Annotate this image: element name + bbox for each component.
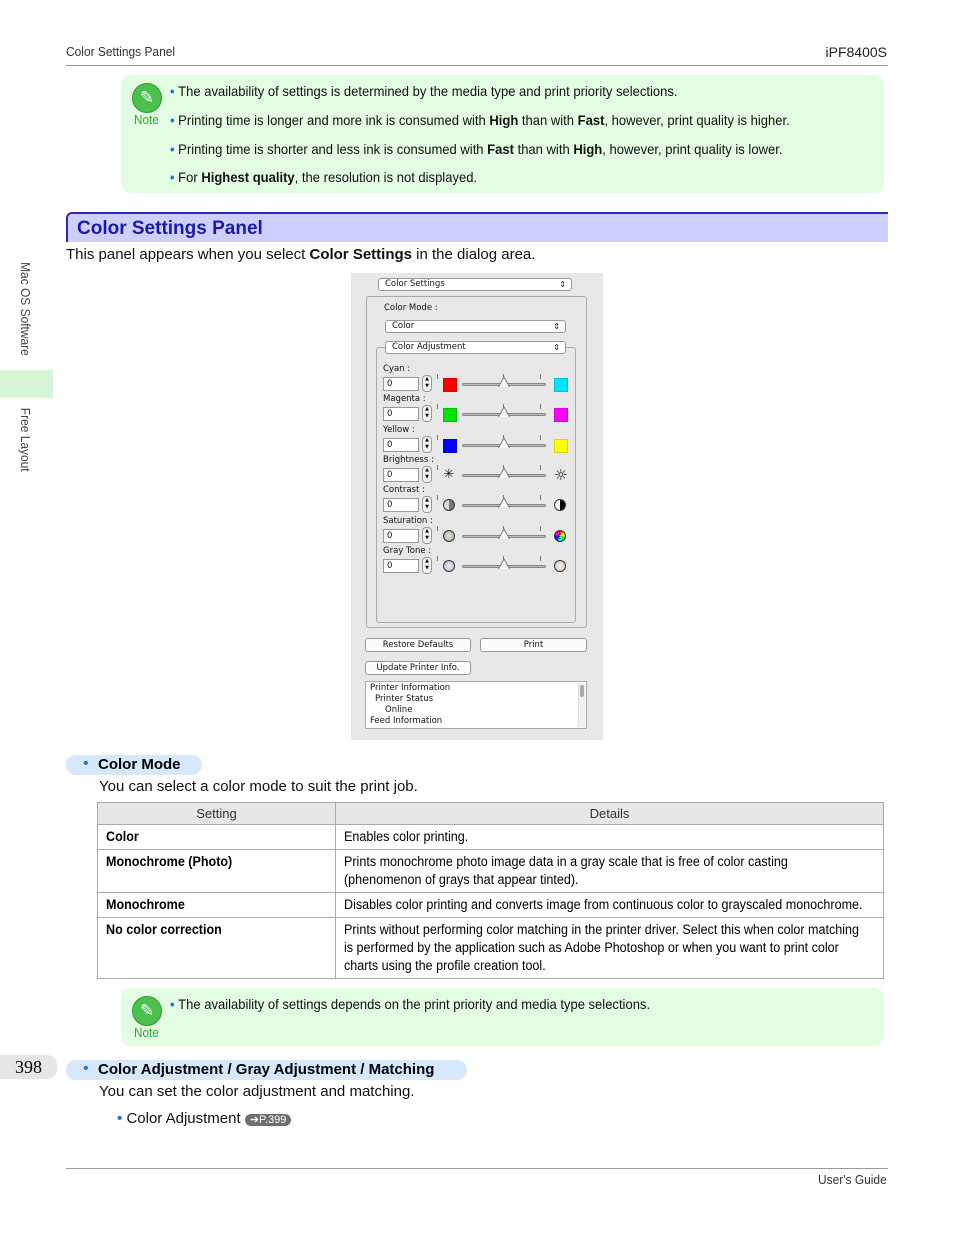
page-number: 398 bbox=[15, 1057, 42, 1077]
contrast-high-icon bbox=[554, 499, 566, 511]
table-header-details: Details bbox=[336, 803, 884, 825]
color-mode-label: Color Mode : bbox=[384, 303, 438, 313]
slider-tick bbox=[540, 495, 541, 500]
color-mode-table bbox=[97, 802, 884, 979]
info-line: Printer Status bbox=[375, 694, 434, 704]
info-line: Printer Information bbox=[370, 683, 451, 693]
footer-divider bbox=[66, 1168, 888, 1169]
slider-label: Contrast : bbox=[383, 485, 425, 495]
slider-label: Saturation : bbox=[383, 516, 433, 526]
slider-thumb-face[interactable] bbox=[499, 499, 509, 508]
slider-label: Cyan : bbox=[383, 364, 411, 374]
slider-value-field[interactable]: 0 bbox=[383, 377, 419, 391]
header-section-title: Color Settings Panel bbox=[66, 44, 176, 59]
green-swatch bbox=[443, 408, 457, 422]
slider-value-field[interactable]: 0 bbox=[383, 438, 419, 452]
slider-value-field[interactable]: 0 bbox=[383, 498, 419, 512]
slider-value-field[interactable]: 0 bbox=[383, 468, 419, 482]
slider-value-field[interactable]: 0 bbox=[383, 407, 419, 421]
slider-label: Yellow : bbox=[383, 425, 415, 435]
color-mode-heading: • Color Mode bbox=[66, 755, 202, 775]
cyan-swatch bbox=[554, 378, 568, 392]
table-row: Color Enables color printing. bbox=[98, 825, 884, 850]
magenta-swatch bbox=[554, 408, 568, 422]
note-pencil-icon: ✎ bbox=[132, 996, 162, 1026]
note-item: • Printing time is longer and more ink is consumed with High than with Fast, however, print quality is higher. bbox=[170, 112, 790, 128]
sidebar-active-tab bbox=[0, 370, 53, 398]
slider-tick bbox=[540, 465, 541, 470]
slider-tick bbox=[437, 495, 438, 500]
section-intro: This panel appears when you select Color Settings in the dialog area. bbox=[66, 246, 536, 263]
footer-guide-name: User's Guide bbox=[818, 1172, 887, 1187]
info-line: Feed Information bbox=[370, 716, 443, 726]
table-header-setting: Setting bbox=[98, 803, 336, 825]
value-stepper[interactable]: ▲ ▼ bbox=[422, 375, 432, 392]
color-mode-popup[interactable]: Color ⇕ bbox=[385, 320, 566, 333]
color-adjustment-heading: • Color Adjustment / Gray Adjustment / Matching bbox=[66, 1060, 467, 1080]
note-item: • Printing time is shorter and less ink is consumed with Fast than with High, however, print quality is lower. bbox=[170, 141, 783, 157]
printer-info-box[interactable] bbox=[365, 681, 587, 729]
value-stepper[interactable]: ▲ ▼ bbox=[422, 466, 432, 483]
slider-tick bbox=[540, 556, 541, 561]
sidebar-section-label: Mac OS Software bbox=[18, 262, 33, 356]
slider-thumb-face[interactable] bbox=[499, 469, 509, 478]
note-label: Note bbox=[134, 112, 159, 127]
page-reference-link[interactable]: ➔P.399 bbox=[245, 1114, 292, 1126]
note-item: • For Highest quality, the resolution is not displayed. bbox=[170, 169, 478, 185]
section-heading bbox=[66, 212, 888, 242]
value-stepper[interactable]: ▲ ▼ bbox=[422, 405, 432, 422]
brightness-high-icon: ☼ bbox=[554, 466, 568, 484]
slider-thumb-face[interactable] bbox=[499, 408, 509, 417]
restore-defaults-button[interactable]: Restore Defaults bbox=[365, 638, 471, 652]
sidebar-subsection-label: Free Layout bbox=[18, 407, 33, 472]
value-stepper[interactable]: ▲ ▼ bbox=[422, 527, 432, 544]
adjustment-popup[interactable]: Color Adjustment ⇕ bbox=[385, 341, 566, 354]
note-pencil-icon: ✎ bbox=[132, 83, 162, 113]
slider-thumb-face[interactable] bbox=[499, 530, 509, 539]
gray-tone-warm-icon bbox=[554, 560, 566, 572]
slider-label: Brightness : bbox=[383, 455, 434, 465]
slider-tick bbox=[540, 404, 541, 409]
saturation-high-icon bbox=[554, 530, 566, 542]
slider-tick bbox=[437, 465, 438, 470]
slider-value-field[interactable]: 0 bbox=[383, 559, 419, 573]
slider-thumb-face[interactable] bbox=[499, 439, 509, 448]
info-scroll-thumb[interactable] bbox=[580, 685, 584, 697]
table-row: Monochrome (Photo) Prints monochrome photo image data in a gray scale that is free of color casting (phenomenon of grays that appear tinted). bbox=[98, 850, 884, 893]
slider-tick bbox=[437, 435, 438, 440]
update-printer-info-button[interactable]: Update Printer Info. bbox=[365, 661, 471, 675]
slider-tick bbox=[437, 374, 438, 379]
color-settings-dialog bbox=[351, 273, 603, 740]
slider-tick bbox=[437, 556, 438, 561]
blue-swatch bbox=[443, 439, 457, 453]
slider-label: Magenta : bbox=[383, 394, 426, 404]
panel-select-popup[interactable]: Color Settings ⇕ bbox=[378, 278, 572, 291]
header-divider bbox=[66, 65, 888, 66]
note-item: • The availability of settings depends on the print priority and media type selections. bbox=[170, 996, 651, 1012]
slider-tick bbox=[437, 404, 438, 409]
brightness-low-icon: ✳ bbox=[443, 467, 455, 482]
contrast-low-icon bbox=[443, 499, 455, 511]
slider-label: Gray Tone : bbox=[383, 546, 432, 556]
page-number-tab bbox=[0, 1055, 57, 1079]
table-row: Monochrome Disables color printing and converts image from continuous color to grayscaled monochrome. bbox=[98, 893, 884, 918]
slider-thumb-face[interactable] bbox=[499, 378, 509, 387]
color-adjustment-link-item[interactable]: • Color Adjustment ➔P.399 bbox=[117, 1110, 291, 1127]
print-button[interactable]: Print bbox=[480, 638, 587, 652]
note-item: • The availability of settings is determined by the media type and print priority selections. bbox=[170, 83, 678, 99]
yellow-swatch bbox=[554, 439, 568, 453]
slider-thumb-face[interactable] bbox=[499, 560, 509, 569]
info-line: Online bbox=[385, 705, 413, 715]
saturation-low-icon bbox=[443, 530, 455, 542]
value-stepper[interactable]: ▲ ▼ bbox=[422, 436, 432, 453]
section-title: Color Settings Panel bbox=[77, 218, 263, 239]
note-label: Note bbox=[134, 1025, 159, 1040]
table-row: No color correction Prints without performing color matching in the printer driver. Select this when color matching is performed by the application such as Adobe Photoshop or when you want to print color charts using the profile creation tool. bbox=[98, 918, 884, 979]
slider-value-field[interactable]: 0 bbox=[383, 529, 419, 543]
value-stepper[interactable]: ▲ ▼ bbox=[422, 496, 432, 513]
slider-tick bbox=[540, 374, 541, 379]
slider-tick bbox=[540, 435, 541, 440]
color-adjustment-description: You can set the color adjustment and matching. bbox=[99, 1083, 415, 1100]
slider-tick bbox=[540, 526, 541, 531]
value-stepper[interactable]: ▲ ▼ bbox=[422, 557, 432, 574]
color-mode-description: You can select a color mode to suit the print job. bbox=[99, 778, 418, 795]
slider-tick bbox=[437, 526, 438, 531]
header-model: iPF8400S bbox=[825, 44, 887, 60]
red-swatch bbox=[443, 378, 457, 392]
gray-tone-cool-icon bbox=[443, 560, 455, 572]
